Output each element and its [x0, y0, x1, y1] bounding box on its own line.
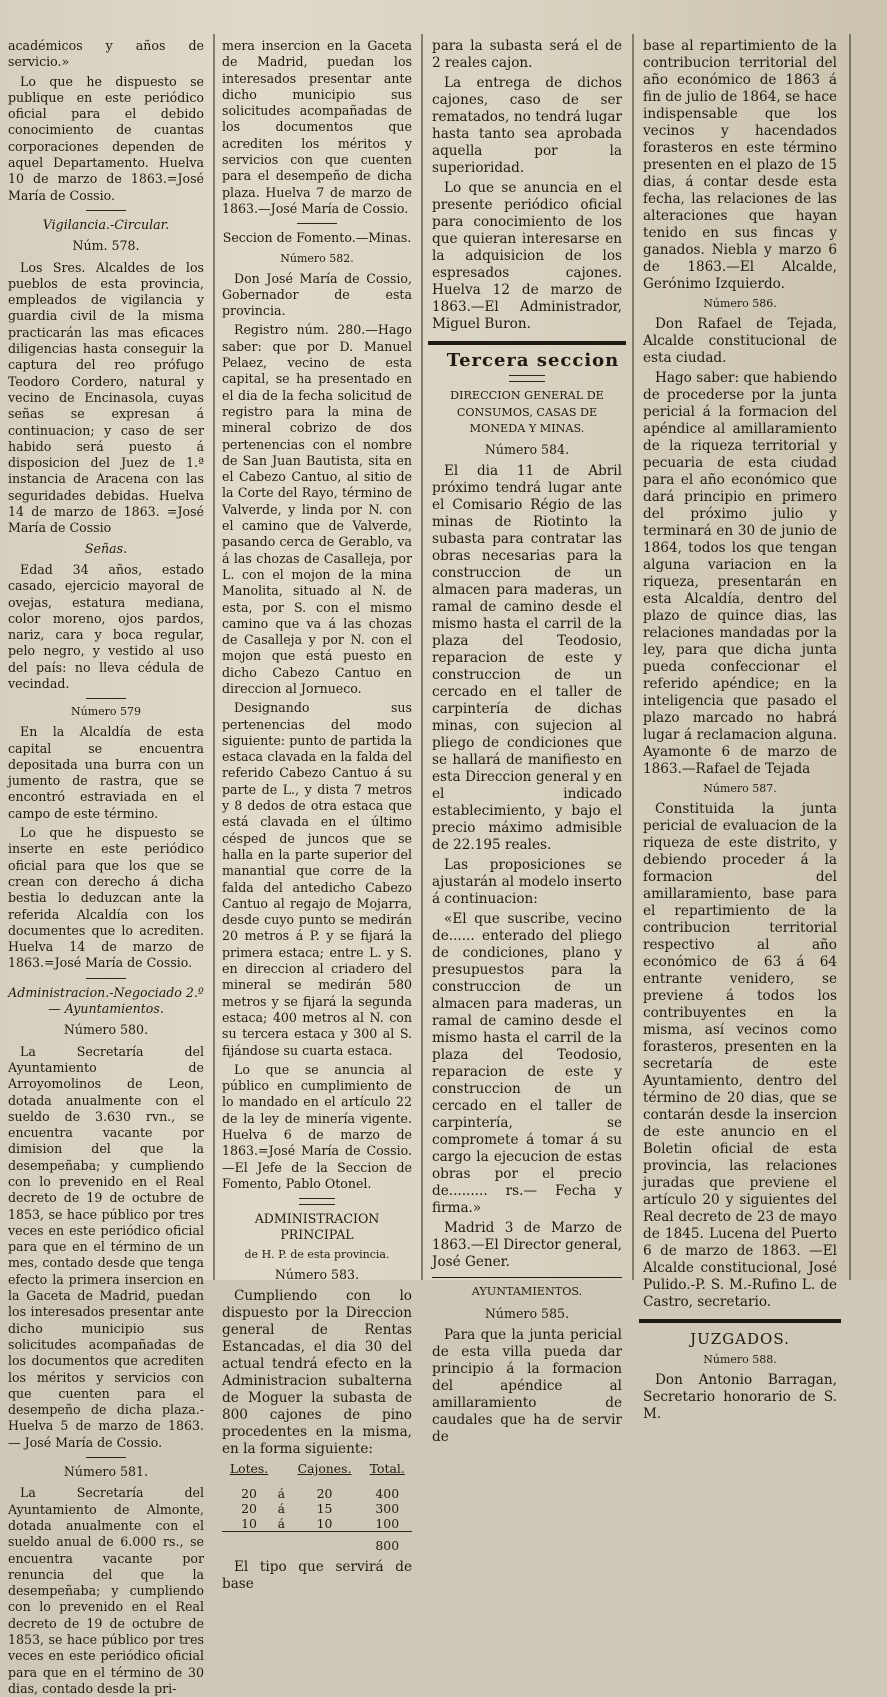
notice-number: Núm. 578.: [72, 238, 140, 254]
notice-number: Número 581.: [63, 1464, 149, 1480]
notice-number: Número 587.: [703, 782, 777, 795]
notice-number: Número 579: [70, 705, 142, 719]
notice-number: Número 584.: [484, 442, 570, 458]
section-heading: AYUNTAMIENTOS.: [471, 1285, 583, 1299]
paragraph: Lo que he dispuesto se inserte en este periódico oficial para que los que se crean con derecho á dicha bestia lo deduzcan ante la referida Alcaldía con los documentes que lo acrediten. Huelva 14 de marzo de 1863.=José María de Cossio.: [8, 825, 204, 971]
table-header: Lotes.: [229, 1461, 269, 1477]
table-row: 20 á 20 400: [241, 1486, 400, 1502]
paragraph: Designando sus pertenencias del modo siguiente: punto de partida la estaca clavada en la falda del referido Cabezo Cantuo á su parte de L., y dista 7 metros y 8 dedos de otra estaca que está clavada en el último césped de juncos que se halla en la parte superior del manantial que corre de la falda del antedicho Cabezo Cantuo al regajo de Mojarra, desde cuyo punto se medirán 20 metros á P. y se fijará la primera estaca; entre L. y S. en direccion al criadero del mineral se medirán 580 metros y se fijará la segunda estaca; 400 metros al N. con su tercera estaca y 300 al S. fijándose su cuarta estaca.: [222, 700, 412, 1058]
notice-number: Número 585.: [484, 1305, 570, 1321]
separator: [86, 1457, 126, 1458]
paragraph: Don José María de Cossio, Gobernador de esta provincia.: [222, 270, 412, 319]
paragraph: Lo que se anuncia al público en cumplimiento de lo mandado en el artículo 22 de la ley de minería vigente. Huelva 6 de marzo de 1863.=José María de Cossio.—El Jefe de la Seccion de Fomento, Pablo Otonel.: [222, 1061, 412, 1191]
paragraph: Los Sres. Alcaldes de los pueblos de esta provincia, empleados de vigilancia y guardia civil de la misma practicarán las mas eficaces diligencias hasta conseguir la captura del reo prófugo Teodoro Cordero, natural y vecino de Encinasola, cuyas señas se expresan á continuacion; y caso de ser habido será puesto á disposicion del Juez de 1.ª instancia de Aracena con las seguridades debidas. Huelva 14 de marzo de 1863. =José María de Cossio: [8, 259, 204, 536]
column-rule: [213, 34, 215, 1280]
section-title: JUZGADOS.: [690, 1330, 790, 1348]
paragraph: Don Rafael de Tejada, Alcalde constitucional de esta ciudad.: [643, 316, 837, 366]
column-3: [432, 38, 622, 1446]
column-rule: [849, 34, 851, 1280]
paragraph: En la Alcaldía de esta capital se encuentra depositada una burra con un jumento de rastra, que se encontró estraviada en el campo de este término.: [8, 724, 204, 821]
separator: [86, 698, 126, 699]
separator: [299, 1198, 335, 1205]
paragraph: Constituida la junta pericial de evaluacion de la riqueza de este distrito, y debiendo proceder á la formacion del amillaramiento, base para el repartimiento de la contribucion territorial respectivo al año económico de 63 á 64 entrante venidero, se previene á todos los contribuyentes en la misma, así vecinos como forasteros, presenten en la secretaría de este Ayuntamiento, dentro del término de 20 dias, que se contarán desde la insercion de este anuncio en el Boletin oficial de esta provincia, las relaciones juradas que previene el artículo 20 y siguientes del Real decreto de 23 de mayo de 1845. Lucena del Puerto 6 de marzo de 1863. —El Alcalde constitucional, José Pulido.-P. S. M.-Rufino L. de Castro, secretario.: [643, 801, 837, 1310]
notice-number: Número 582.: [280, 251, 354, 265]
paragraph: La Secretaría del Ayuntamiento de Arroyomolinos de Leon, dotada anualmente con el sueldo de 3.630 rvn., se encuentra vacante por dimision del que la desempeñaba; y cumpliendo con lo prevenido en el Real decreto de 19 de octubre de 1853, se hace público por tres veces en este periódico oficial para que en el término de un mes, contado desde que tenga efecto la primera insercion en la Gaceta de Madrid, puedan los interesados presentar ante dicho municipio sus solicitudes acompañadas de los documentos que acrediten los méritos y servicios con que cuenten para el desempeño de dicha plaza.-Huelva 5 de marzo de 1863. — José María de Cossio.: [8, 1043, 204, 1450]
paragraph: La entrega de dichos cajones, caso de ser rematados, no tendrá lugar hasta tanto sea aprobada aquella por la superioridad.: [432, 75, 622, 176]
notice-number: Número 588.: [703, 1353, 777, 1366]
paragraph: El dia 11 de Abril próximo tendrá lugar ante el Comisario Régio de las minas de Riotinto la subasta para contratar las obras necesarias para la construccion de un almacen para maderas, un ramal de camino desde el mismo hasta el carril de la plaza del Teodosio, reparacion de este y construccion de un cercado en el taller de carpintería de dichas minas, con sujecion al pliego de condiciones que se hallará de manifiesto en esta Direccion general y en el indicado establecimiento, y bajo el precio máximo admisible de 22.195 reales.: [432, 463, 622, 854]
section-heading: Vigilancia.-Circular.: [42, 216, 170, 232]
paragraph: Registro núm. 280.—Hago saber: que por D. Manuel Pelaez, vecino de esta capital, se ha presentado en el dia de la fecha solicitud de registro para la mina de mineral cobrizo de dos pertenencias con el nombre de San Juan Bautista, sita en el Cabezo Cantuo, al sitio de la Corte del Rayo, término de Valverde, y linda por N. con el camino que de Valverde, pasando cerca de Gerablo, va á las chozas de Casalleja, por L. con el mojon de la mina Manolita, situado al N. de esta, por S. con el mismo camino que va á las chozas de Casalleja y por N. con el mojon que está puesto en dicho Cabezo Cantuo en direccion al Jornueco.: [222, 322, 412, 696]
paragraph: «El que suscribe, vecino de...... enterado del pliego de condiciones, plano y presupuestos para la construccion de un almacen para maderas, un ramal de camino desde el mismo hasta el carril de la plaza del Teodosio, reparacion de este y construccion de un cercado en el taller de carpintería, se compromete á tomar á su cargo la ejecucion de estas obras por el precio de......... rs.— Fecha y firma.»: [432, 911, 622, 1217]
table-header: Cajones.: [297, 1461, 352, 1477]
notice-number: Número 583.: [274, 1266, 360, 1282]
section-rule: [432, 1277, 622, 1278]
column-rule: [632, 34, 634, 1280]
paragraph: Lo que he dispuesto se publique en este periódico oficial para el debido conocimiento de cuantas corporaciones dependen de aquel Departamento. Huelva 10 de marzo de 1863.=José María de Cossio.: [8, 73, 204, 203]
section-heading: Señas.: [84, 540, 128, 556]
separator: [86, 210, 126, 211]
paragraph: Las proposiciones se ajustarán al modelo inserto á continuacion:: [432, 857, 622, 908]
column-4: [643, 38, 837, 1422]
paragraph: Edad 34 años, estado casado, ejercicio mayoral de ovejas, estatura mediana, color moreno, ojos pardos, nariz, cara y boca regular, pelo negro, y vestido al uso del país: no lleva cédula de vecindad.: [8, 561, 204, 691]
paragraph: Don Antonio Barragan, Secretario honorario de S. M.: [643, 1372, 837, 1422]
section-heading: DIRECCION GENERAL DE CONSUMOS, CASAS DE MONEDA Y MINAS.: [450, 389, 604, 435]
paragraph: Lo que se anuncia en el presente periódico oficial para conocimiento de los que quieran interesarse en la adquisicion de los espresados cajones. Huelva 12 de marzo de 1863.—El Administrador, Miguel Buron.: [432, 180, 622, 332]
section-heading: ADMINISTRACION PRINCIPAL: [254, 1211, 380, 1243]
section-heading: Seccion de Fomento.—Minas.: [222, 230, 412, 246]
table-row: 20 á 15 300: [241, 1501, 400, 1517]
lots-table: [222, 1461, 412, 1553]
section-rule: [639, 1319, 841, 1323]
section-rule: [428, 341, 626, 345]
separator: [509, 375, 545, 382]
paragraph: Para que la junta pericial de esta villa pueda dar principio á la formacion del apéndice al amillaramiento de caudales que ha de servir de: [432, 1327, 622, 1446]
separator: [297, 223, 337, 224]
column-rule: [421, 34, 423, 1280]
table-header: Total.: [369, 1461, 405, 1477]
section-subheading: de H. P. de esta provincia.: [244, 1247, 390, 1261]
paragraph: mera insercion en la Gaceta de Madrid, puedan los interesados presentar ante dicho municipio sus solicitudes acompañadas de los documentos que acrediten los méritos y servicios con que cuenten para el desempeño de dicha plaza. Huelva 7 de marzo de 1863.—José María de Cossio.: [222, 38, 412, 216]
column-2: [222, 38, 412, 1593]
paragraph: académicos y años de servicio.»: [8, 38, 204, 70]
paragraph: El tipo que servirá de base: [222, 1559, 412, 1593]
table-total-row: 800: [222, 1532, 412, 1554]
paragraph: Madrid 3 de Marzo de 1863.—El Director general, José Gener.: [432, 1220, 622, 1271]
notice-number: Número 580.: [63, 1022, 149, 1038]
section-heading: Administracion.-Negociado 2.º— Ayuntamientos.: [8, 984, 204, 1017]
section-title: Tercera seccion: [446, 350, 620, 371]
separator: [86, 978, 126, 979]
paragraph: Hago saber: que habiendo de procederse por la junta pericial á la formacion del apéndice al amillaramiento de la riqueza territorial y pecuaria de esta ciudad para el año económico que dará principio en primero del próximo julio y terminará en 30 de junio de 1864, todos los que tengan alguna variacion en la riqueza, presentarán en esta Alcaldía, dentro del plazo de quince dias, las relaciones mandadas por la ley, para que dicha junta pueda confeccionar el referido apéndice; en la inteligencia que pasado el plazo marcado no habrá lugar á reclamacion alguna. Ayamonte 6 de marzo de 1863.—Rafael de Tejada: [643, 370, 837, 777]
table-row: 10 á 10 100: [241, 1516, 400, 1532]
paragraph: Cumpliendo con lo dispuesto por la Direccion general de Rentas Estancadas, el dia 30 del actual tendrá efecto en la Administracion subalterna de Moguer la subasta de 800 cajones de pino procedentes en la misma, en la forma siguiente:: [222, 1288, 412, 1458]
notice-number: Número 586.: [703, 297, 777, 310]
column-1: [8, 38, 204, 1696]
paragraph: base al repartimiento de la contribucion territorial del año económico de 1863 á fin de julio de 1864, se hace indispensable que los vecinos y hacendados forasteros en este término presenten en el plazo de 15 dias, á contar desde esta fecha, las relaciones de las alteraciones que hayan tenido en sus fincas y ganados. Niebla y marzo 6 de 1863.—El Alcalde, Gerónimo Izquierdo.: [643, 38, 837, 292]
paragraph: para la subasta será el de 2 reales cajon.: [432, 38, 622, 71]
paragraph: La Secretaría del Ayuntamiento de Almonte, dotada anualmente con el sueldo anual de 6.000 rs., se encuentra vacante por renuncia del que la desempeñaba; y cumpliendo con lo prevenido en el Real decreto de 19 de octubre de 1853, se hace público por tres veces en este periódico oficial para que en el término de 30 dias, contado desde la pri-: [8, 1485, 204, 1696]
